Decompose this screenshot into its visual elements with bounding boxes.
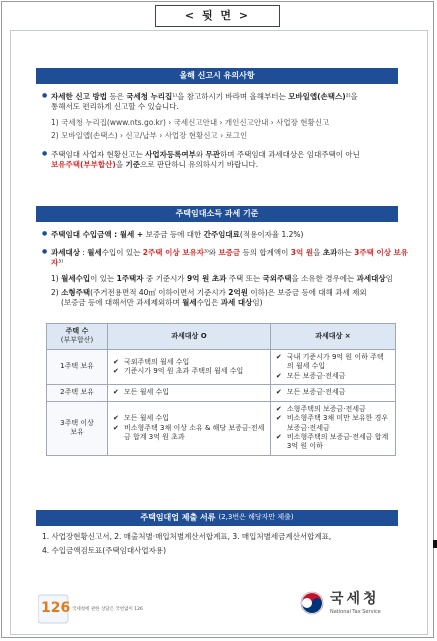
row-label-text: 보유	[70, 428, 84, 437]
row-label	[47, 401, 108, 455]
tax-text: 국외주택	[262, 274, 292, 284]
notice-text: ¹⁾을 참고하시기 바라며 올해부터는	[172, 92, 289, 101]
page-title: < 뒷 면 >	[155, 5, 280, 27]
notice-text: 으로 판단하니 유의하시기 바랍니다.	[139, 159, 259, 169]
row-label: 2주택 보유	[47, 385, 108, 401]
tax-text: 이 있는	[90, 274, 117, 284]
item-text: 모든 월세 수입	[124, 388, 170, 397]
notice-paragraph-1	[42, 92, 410, 112]
tax-text: 1)	[51, 274, 62, 284]
header-sublabel: (부부합산)	[60, 336, 94, 345]
tax-text: 간주임대료	[203, 230, 240, 239]
tax-footnote-1	[42, 274, 410, 284]
tax-text: 월세	[87, 248, 102, 258]
tax-text: :	[79, 248, 88, 258]
notice-text: 국세청 누리집	[126, 92, 173, 101]
header-label: 주택 수	[65, 327, 89, 335]
check-icon: ✔	[113, 414, 119, 423]
notice-text: 주택임대 사업자 현황신고는	[51, 149, 146, 159]
docs-line-2: 4. 수입금액검토표(주택임대사업자용)	[42, 546, 167, 556]
tax-text: (주거전용면적 40㎡ 이하이면서 기준시가	[90, 287, 229, 297]
list-item	[276, 414, 390, 433]
tax-text: 소형주택	[61, 287, 91, 297]
notice-text: 무관	[205, 149, 220, 159]
tax-text: 보증금	[218, 248, 241, 258]
notice-text: 을	[115, 159, 126, 169]
tax-text: ³⁾와	[203, 248, 219, 258]
item-text: 국외주택의 월세 수입	[124, 357, 190, 366]
notice-text: 기준	[125, 159, 140, 169]
check-icon: ✔	[275, 404, 282, 413]
notice-text: 와	[195, 149, 206, 159]
taegeuk-emblem-icon	[300, 591, 324, 615]
notice-text: 등은	[106, 92, 127, 101]
tax-text: 이하)은 보증금 등에 대해 과세 제외	[247, 287, 367, 297]
tax-text: 3억 원	[290, 248, 314, 258]
docs-line-1: 1. 사업장현황신고서, 2. 매출처별·매입처별계산서합계표, 3. 매입처별세금계산서합계표,	[42, 532, 332, 541]
edge-marker	[433, 540, 437, 548]
table-row	[47, 385, 396, 401]
list-item	[276, 372, 390, 381]
check-icon: ✔	[275, 388, 282, 397]
tax-text: 과세대상	[51, 248, 80, 258]
header-untaxed	[270, 324, 395, 350]
tax-text: (적용이자율 1.2%)	[239, 230, 304, 239]
untaxed-cell	[270, 401, 395, 455]
item-text: 기준시가 9억 원 초과 주택의 월세 수입	[124, 367, 244, 376]
notice-paragraph-2	[42, 150, 410, 170]
section-tax-header	[36, 206, 398, 222]
check-icon: ✔	[275, 432, 282, 441]
check-icon: ✔	[275, 371, 282, 380]
item-text: 소형주택의 보증금·전세금	[286, 404, 366, 413]
notice-text: 자세한 신고 방법	[51, 92, 107, 101]
tax-text: 수입이 있는	[101, 248, 143, 258]
tax-text: 하는	[337, 248, 355, 258]
taxed-cell	[108, 349, 271, 384]
logo-number: 126	[41, 600, 71, 616]
table-row	[47, 349, 396, 384]
taxed-cell	[108, 385, 271, 401]
tax-text: 수입은	[196, 297, 221, 307]
section-notice-title: 올해 신고시 유의사항	[179, 70, 255, 80]
item-text: 비소형주택 3채 미만 보유한 경우 보증금·전세금	[286, 414, 389, 432]
section-docs-subtitle: (2,3번은 해당자만 제출)	[218, 513, 294, 522]
header-label: 과세대상 ×	[315, 331, 351, 340]
row-label-text: 3주택 이상	[60, 418, 94, 427]
item-text: 모든 월세 수입	[124, 414, 170, 423]
counsel-126-logo	[38, 585, 148, 625]
header-house-count	[47, 324, 108, 350]
list-item	[113, 388, 265, 397]
list-item	[276, 353, 390, 372]
tax-text: 월세수입	[61, 274, 91, 284]
tax-text: (보증금 등에 대해서만 과세제외하며	[61, 297, 183, 307]
notice-text: 사업자등록여부	[145, 149, 196, 159]
tax-text: 월세	[182, 297, 197, 307]
tax-text: 1주택자	[116, 274, 144, 284]
notice-text: 통해서도 편리하게 신고할 수 있습니다.	[51, 102, 179, 112]
row-label: 1주택 보유	[47, 349, 108, 384]
table-header-row	[47, 324, 396, 350]
check-icon: ✔	[113, 367, 119, 376]
list-item	[113, 367, 265, 376]
tax-text: 등의 합계액이	[240, 248, 291, 258]
notice-block	[42, 92, 410, 170]
tax-text: 2주택 이상 보유자	[142, 248, 204, 258]
notice-footnote-1: 1) 국세청 누리집(www.nts.go.kr) › 국세신고안내 › 개인신고안내 › 사업장 현황신고	[51, 118, 330, 128]
docs-list	[42, 532, 402, 556]
tax-text: 주택 또는	[226, 274, 263, 284]
tax-text: 3주택 이상 보유자	[51, 248, 409, 268]
list-item	[276, 388, 390, 397]
header-label: 과세대상 O	[171, 331, 207, 340]
taxed-cell	[108, 401, 271, 455]
tax-criteria-table	[46, 323, 396, 456]
list-item	[113, 358, 265, 367]
list-item	[276, 433, 390, 452]
notice-text: 모바일앱(손택스)	[288, 92, 346, 101]
notice-text: 하며 주택임대 과세대상은 임대주택이 아닌	[219, 149, 360, 159]
tax-text: 초과	[322, 248, 338, 258]
section-docs-title: 주택임대업 제출 서류	[140, 512, 216, 522]
item-text: 비소형주택 3채 이상 소유 & 해당 보증금·전세금 합계 3억 원 초과	[124, 423, 265, 441]
check-icon: ✔	[275, 414, 282, 423]
section-notice-header	[36, 68, 398, 84]
tax-footnote-2	[42, 288, 410, 308]
nts-english-name: National Tax Service	[330, 608, 381, 615]
item-text: 모든 보증금·전세금	[286, 388, 346, 397]
list-item	[276, 405, 390, 414]
header-taxed	[108, 324, 271, 350]
untaxed-cell	[270, 385, 395, 401]
tax-text: 주택임대 수입금액 : 월세 +	[51, 230, 146, 239]
notice-text: 보유주택(부부합산)	[51, 159, 116, 169]
untaxed-cell	[270, 349, 395, 384]
nts-name: 국세청	[330, 591, 380, 607]
tax-text: 2)	[51, 287, 62, 297]
tax-line-2	[42, 248, 410, 268]
logo-caption: 국세청에 관한 상담은 국번없이 126	[72, 607, 143, 612]
tax-line-1	[42, 230, 410, 240]
tax-text: 9억 원 초과	[186, 274, 227, 284]
tax-text: 임)	[252, 297, 263, 307]
check-icon: ✔	[113, 388, 119, 397]
item-text: 모든 보증금·전세금	[286, 371, 346, 380]
tax-text: 임	[385, 274, 393, 284]
tax-text: 2억원	[228, 287, 248, 297]
table-row	[47, 401, 396, 455]
notice-text: ²⁾을	[345, 92, 358, 101]
notice-footnote-2: 2) 모바일앱(손택스) › 신고/납부 › 사업장 현황신고 › 로그인	[51, 131, 248, 141]
tax-text: 과세 대상	[220, 297, 253, 307]
tax-text: 과세대상	[356, 274, 386, 284]
nts-text	[330, 590, 381, 616]
section-tax-title: 주택임대소득 과세 기준	[175, 208, 259, 218]
item-text: 비소형주택의 보증금·전세금 합계 3억 원 이하	[286, 432, 389, 451]
check-icon: ✔	[113, 423, 119, 432]
tax-text: 보증금 등에 대한	[145, 230, 204, 239]
tax-text: ³⁾	[58, 258, 64, 268]
check-icon: ✔	[113, 357, 119, 366]
tax-block	[42, 230, 410, 308]
list-item	[113, 414, 265, 423]
tax-text: 을	[313, 248, 323, 258]
nts-brand	[300, 590, 381, 616]
item-text: 국내 기준시가 9억 원 이하 주택의 월세 수입	[286, 352, 384, 371]
section-docs-header	[36, 510, 398, 526]
list-item	[113, 424, 265, 443]
tax-text: 을 소유한 경우에는	[291, 274, 357, 284]
tax-text: 중 기준시가	[143, 274, 187, 284]
check-icon: ✔	[275, 352, 282, 361]
